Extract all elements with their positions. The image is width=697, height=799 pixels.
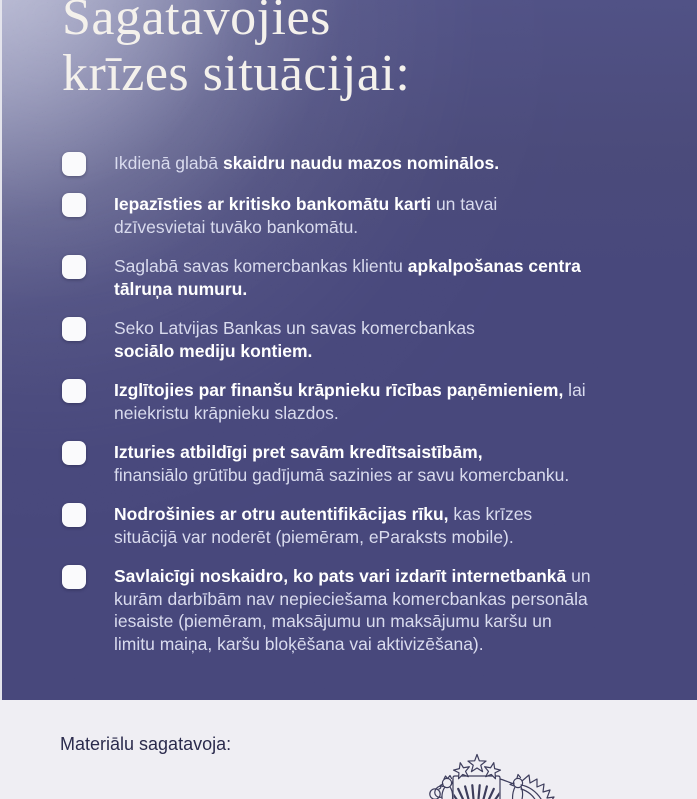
checklist-item-text: Izglītojies par finanšu krāpnieku rīcības paņēmieniem, lai neiekristu krāpnieku slazdos. — [114, 380, 586, 423]
shield-outline — [453, 776, 500, 799]
checklist-item — [62, 255, 697, 300]
checkbox-icon — [62, 255, 86, 279]
checkbox-icon — [62, 379, 86, 403]
checkbox-icon — [62, 503, 86, 527]
checklist-item — [62, 317, 697, 362]
checkbox-icon — [62, 441, 86, 465]
checklist-item — [62, 565, 697, 655]
page-title-line-2: krīzes situācijai: — [62, 45, 411, 102]
checkbox-icon — [62, 193, 86, 217]
page-title — [2, 0, 697, 102]
checkbox-icon — [62, 317, 86, 341]
checklist-item-text: Nodrošinies ar otru autentifikācijas rīku, kas krīzes situācijā var noderēt (piemēram, eParaksts mobile). — [114, 504, 533, 547]
checklist-item-text: Iepazīsties ar kritisko bankomātu karti un tavai dzīvesvietai tuvāko bankomātu. — [114, 194, 498, 237]
checklist-item — [62, 441, 697, 486]
checklist-item-text: Saglabā savas komercbankas klientu apkalpošanas centra tālruņa numuru. — [114, 256, 581, 299]
griffin-supporter-icon — [500, 775, 554, 799]
page-title-line-1: Sagatavojies — [62, 0, 331, 46]
checkbox-icon — [62, 565, 86, 589]
checklist — [62, 152, 697, 655]
checklist-item — [62, 152, 697, 176]
checkbox-icon — [62, 152, 86, 176]
footer-section — [0, 700, 697, 799]
checklist-item-text: Ikdienā glabā skaidru naudu mazos nominālos. — [114, 153, 500, 173]
latvijas-banka-coat-of-arms-logo — [428, 753, 568, 799]
checklist-item — [62, 193, 697, 238]
checklist-item-text: Savlaicīgi noskaidro, ko pats vari izdarīt internetbankā un kurām darbībām nav nepieciešama komercbankas personāla iesaiste (piemēram, maksājumu un maksājumu karšu un limitu maiņa, karšu bloķēšana vai aktivizēšana). — [114, 566, 591, 654]
checklist-item — [62, 503, 697, 548]
checklist-item — [62, 379, 697, 424]
checklist-item-text: Izturies atbildīgi pret savām kredītsaistībām, finansiālo grūtību gadījumā sazinies ar savu komercbanku. — [114, 442, 570, 485]
prepared-by-label: Materiālu sagatavoja: — [60, 734, 232, 754]
checklist-item-text: Seko Latvijas Bankas un savas komercbankas sociālo mediju kontiem. — [114, 318, 475, 361]
lion-supporter-icon — [430, 776, 453, 799]
